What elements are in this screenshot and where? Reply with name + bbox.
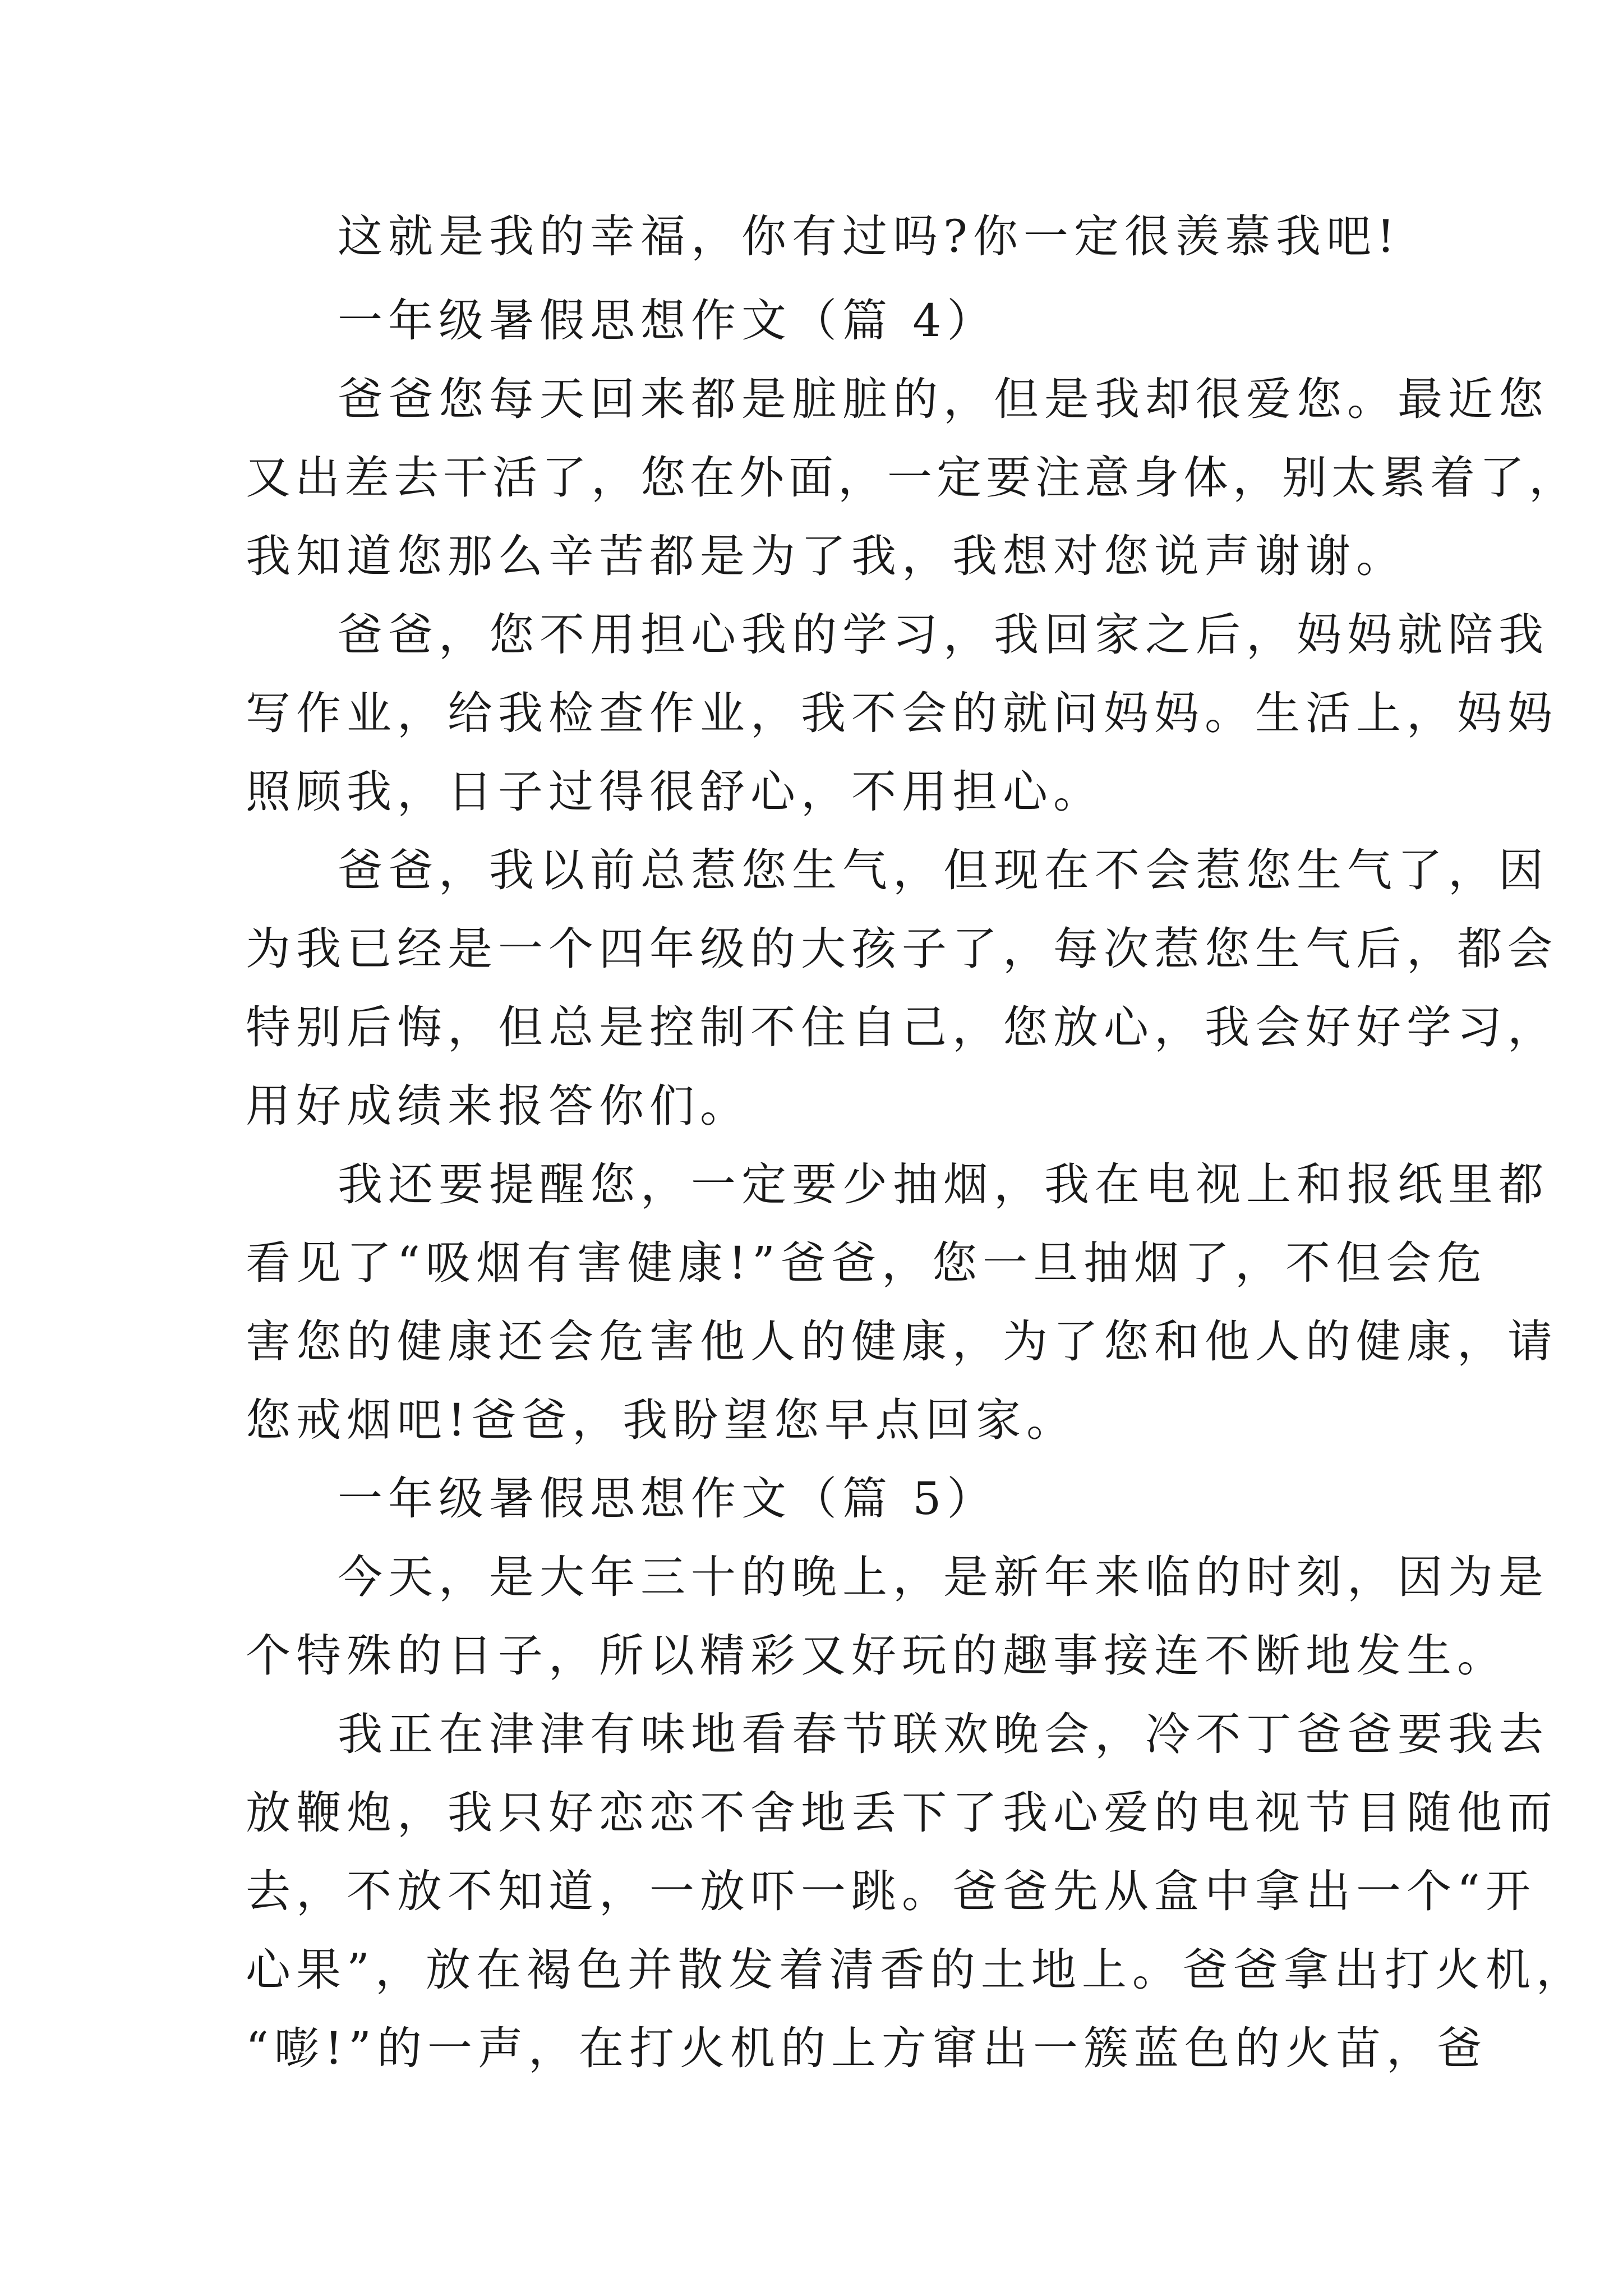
text-line: 用好成绩来报答你们。 [246,1080,750,1132]
text-line: 心果”，放在褐色并散发着清香的土地上。爸爸拿出打火机， [246,1944,1587,1996]
section-heading-5: 一年级暑假思想作文（篇 5） [338,1473,998,1525]
text-line: 我还要提醒您，一定要少抽烟，我在电视上和报纸里都 [338,1158,1549,1211]
text-line: 特别后悔，但总是控制不住自己，您放心，我会好好学习， [246,1001,1558,1053]
text-line: 又出差去干活了，您在外面，一定要注意身体，别太累着了， [246,452,1578,504]
text-line: 我正在津津有味地看春节联欢晚会，冷不丁爸爸要我去 [338,1708,1549,1760]
text-line: 去，不放不知道，一放吓一跳。爸爸先从盒中拿出一个“开 [246,1865,1536,1917]
text-line: 写作业，给我检查作业，我不会的就问妈妈。生活上，妈妈 [246,687,1558,739]
text-line: 您戒烟吧!爸爸，我盼望您早点回家。 [246,1394,1077,1446]
text-line: 今天，是大年三十的晚上，是新年来临的时刻，因为是 [338,1551,1549,1603]
text-line: 放鞭炮，我只好恋恋不舍地丢下了我心爱的电视节目随他而 [246,1787,1558,1839]
text-line: 看见了“吸烟有害健康!”爸爸，您一旦抽烟了，不但会危 [246,1237,1487,1289]
text-line: 个特殊的日子，所以精彩又好玩的趣事接连不断地发生。 [246,1630,1507,1682]
section-heading-4: 一年级暑假思想作文（篇 4） [338,295,998,347]
text-line: 害您的健康还会危害他人的健康，为了您和他人的健康，请 [246,1315,1558,1368]
text-line: 为我已经是一个四年级的大孩子了，每次惹您生气后，都会 [246,923,1558,975]
text-line: 我知道您那么辛苦都是为了我，我想对您说声谢谢。 [246,530,1407,582]
text-line: 爸爸您每天回来都是脏脏的，但是我却很爱您。最近您 [338,373,1549,425]
text-line: 爸爸，我以前总惹您生气，但现在不会惹您生气了，因 [338,844,1549,896]
text-line: 照顾我，日子过得很舒心，不用担心。 [246,766,1104,818]
text-line: 这就是我的幸福，你有过吗?你一定很羡慕我吧! [338,210,1401,263]
text-line: 爸爸，您不用担心我的学习，我回家之后，妈妈就陪我 [338,609,1549,661]
text-line: “嘭!”的一声，在打火机的上方窜出一簇蓝色的火苗，爸 [246,2022,1487,2074]
